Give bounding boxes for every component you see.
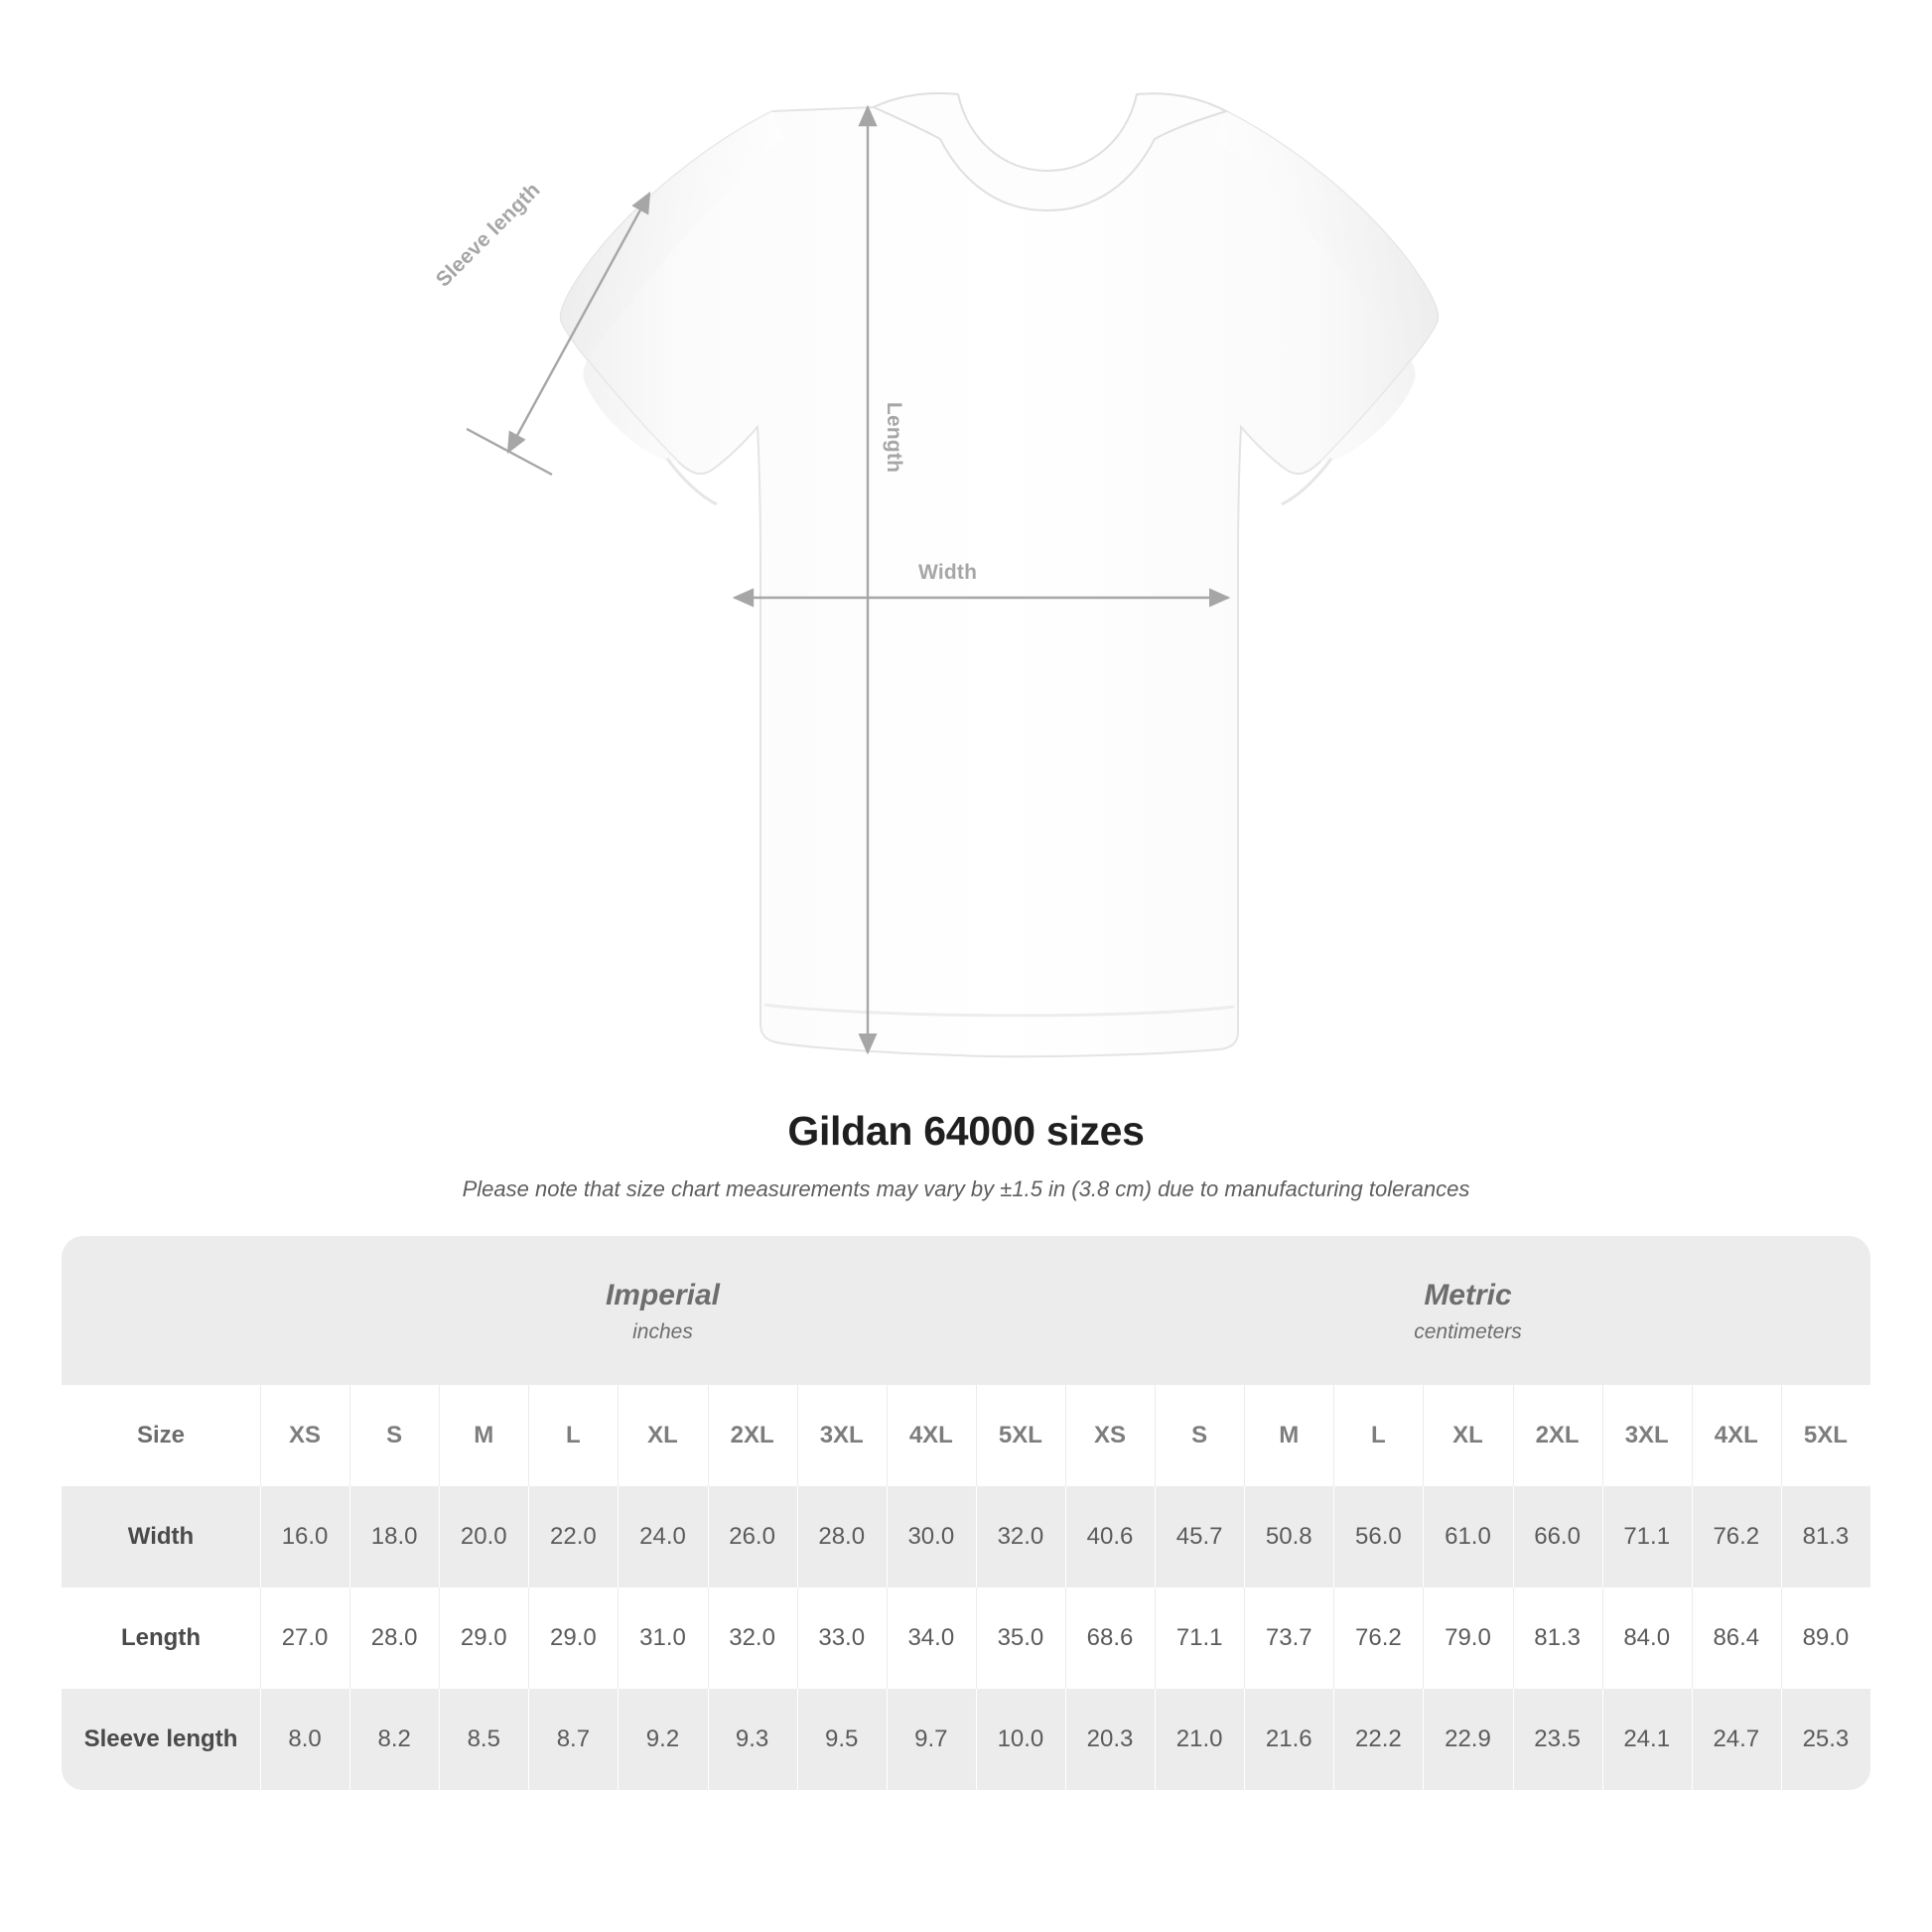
size-table	[62, 1236, 1870, 1790]
data-cell: 71.1	[1155, 1587, 1244, 1689]
data-cell: 22.2	[1333, 1689, 1423, 1790]
data-cell: 10.0	[976, 1689, 1065, 1790]
unit-imperial-name: Imperial	[605, 1279, 721, 1312]
size-cell: L	[1333, 1385, 1423, 1486]
data-cell: 34.0	[887, 1587, 976, 1689]
table-row	[62, 1587, 1870, 1689]
size-cell: 3XL	[1602, 1385, 1692, 1486]
data-cell: 26.0	[708, 1486, 797, 1587]
data-cell: 22.9	[1423, 1689, 1512, 1790]
unit-imperial-sub: inches	[632, 1319, 693, 1343]
data-cell: 23.5	[1513, 1689, 1602, 1790]
data-cell: 71.1	[1602, 1486, 1692, 1587]
data-cell: 29.0	[439, 1587, 528, 1689]
table-row	[62, 1486, 1870, 1587]
size-table-wrapper	[62, 1236, 1870, 1790]
data-cell: 31.0	[618, 1587, 707, 1689]
data-cell: 81.3	[1513, 1587, 1602, 1689]
data-cell: 8.2	[349, 1689, 439, 1790]
data-cell: 9.5	[797, 1689, 887, 1790]
data-cell: 28.0	[797, 1486, 887, 1587]
size-header-row	[62, 1385, 1870, 1486]
size-cell: 5XL	[1781, 1385, 1870, 1486]
data-cell: 76.2	[1333, 1587, 1423, 1689]
data-cell: 18.0	[349, 1486, 439, 1587]
sleeve-length-label: Sleeve length	[431, 178, 545, 292]
size-cell: XL	[1423, 1385, 1512, 1486]
tshirt-shape	[561, 93, 1439, 1056]
size-row-label: Size	[62, 1385, 260, 1486]
data-cell: 73.7	[1244, 1587, 1333, 1689]
data-cell: 24.0	[618, 1486, 707, 1587]
data-cell: 30.0	[887, 1486, 976, 1587]
width-label: Width	[918, 561, 978, 584]
tolerance-note: Please note that size chart measurements may vary by ±1.5 in (3.8 cm) due to manufacturing tolerances	[462, 1176, 1470, 1201]
data-cell: 61.0	[1423, 1486, 1512, 1587]
data-cell: 8.0	[260, 1689, 349, 1790]
unit-corner-cell	[62, 1236, 260, 1385]
data-cell: 16.0	[260, 1486, 349, 1587]
data-cell: 9.3	[708, 1689, 797, 1790]
data-cell: 32.0	[708, 1587, 797, 1689]
data-cell: 84.0	[1602, 1587, 1692, 1689]
data-cell: 22.0	[528, 1486, 618, 1587]
title-block	[0, 1108, 1932, 1202]
data-cell: 76.2	[1692, 1486, 1781, 1587]
size-cell: S	[1155, 1385, 1244, 1486]
size-cell: S	[349, 1385, 439, 1486]
data-cell: 20.0	[439, 1486, 528, 1587]
data-cell: 9.7	[887, 1689, 976, 1790]
unit-metric-sub: centimeters	[1414, 1319, 1522, 1343]
size-cell: XS	[260, 1385, 349, 1486]
unit-imperial-cell	[260, 1236, 1065, 1385]
data-cell: 81.3	[1781, 1486, 1870, 1587]
unit-metric-name: Metric	[1424, 1279, 1512, 1312]
data-cell: 66.0	[1513, 1486, 1602, 1587]
data-cell: 45.7	[1155, 1486, 1244, 1587]
size-cell: 2XL	[1513, 1385, 1602, 1486]
data-cell: 68.6	[1065, 1587, 1155, 1689]
data-cell: 21.6	[1244, 1689, 1333, 1790]
data-cell: 86.4	[1692, 1587, 1781, 1689]
row-label-width: Width	[62, 1486, 260, 1587]
row-label-sleeve-length: Sleeve length	[62, 1689, 260, 1790]
size-cell: 2XL	[708, 1385, 797, 1486]
unit-metric-cell	[1065, 1236, 1870, 1385]
size-cell: XS	[1065, 1385, 1155, 1486]
data-cell: 27.0	[260, 1587, 349, 1689]
size-cell: 4XL	[1692, 1385, 1781, 1486]
data-cell: 20.3	[1065, 1689, 1155, 1790]
data-cell: 9.2	[618, 1689, 707, 1790]
length-label: Length	[883, 402, 905, 474]
size-cell: XL	[618, 1385, 707, 1486]
data-cell: 32.0	[976, 1486, 1065, 1587]
data-cell: 79.0	[1423, 1587, 1512, 1689]
size-cell: M	[439, 1385, 528, 1486]
data-cell: 8.5	[439, 1689, 528, 1790]
data-cell: 35.0	[976, 1587, 1065, 1689]
page-title: Gildan 64000 sizes	[787, 1108, 1145, 1154]
size-cell: L	[528, 1385, 618, 1486]
data-cell: 50.8	[1244, 1486, 1333, 1587]
data-cell: 40.6	[1065, 1486, 1155, 1587]
size-cell: M	[1244, 1385, 1333, 1486]
size-cell: 4XL	[887, 1385, 976, 1486]
data-cell: 28.0	[349, 1587, 439, 1689]
data-cell: 56.0	[1333, 1486, 1423, 1587]
data-cell: 25.3	[1781, 1689, 1870, 1790]
data-cell: 21.0	[1155, 1689, 1244, 1790]
data-cell: 24.7	[1692, 1689, 1781, 1790]
row-label-length: Length	[62, 1587, 260, 1689]
table-row	[62, 1689, 1870, 1790]
data-cell: 8.7	[528, 1689, 618, 1790]
size-cell: 3XL	[797, 1385, 887, 1486]
size-cell: 5XL	[976, 1385, 1065, 1486]
data-cell: 33.0	[797, 1587, 887, 1689]
unit-header-row	[62, 1236, 1870, 1385]
data-cell: 29.0	[528, 1587, 618, 1689]
data-cell: 24.1	[1602, 1689, 1692, 1790]
data-cell: 89.0	[1781, 1587, 1870, 1689]
